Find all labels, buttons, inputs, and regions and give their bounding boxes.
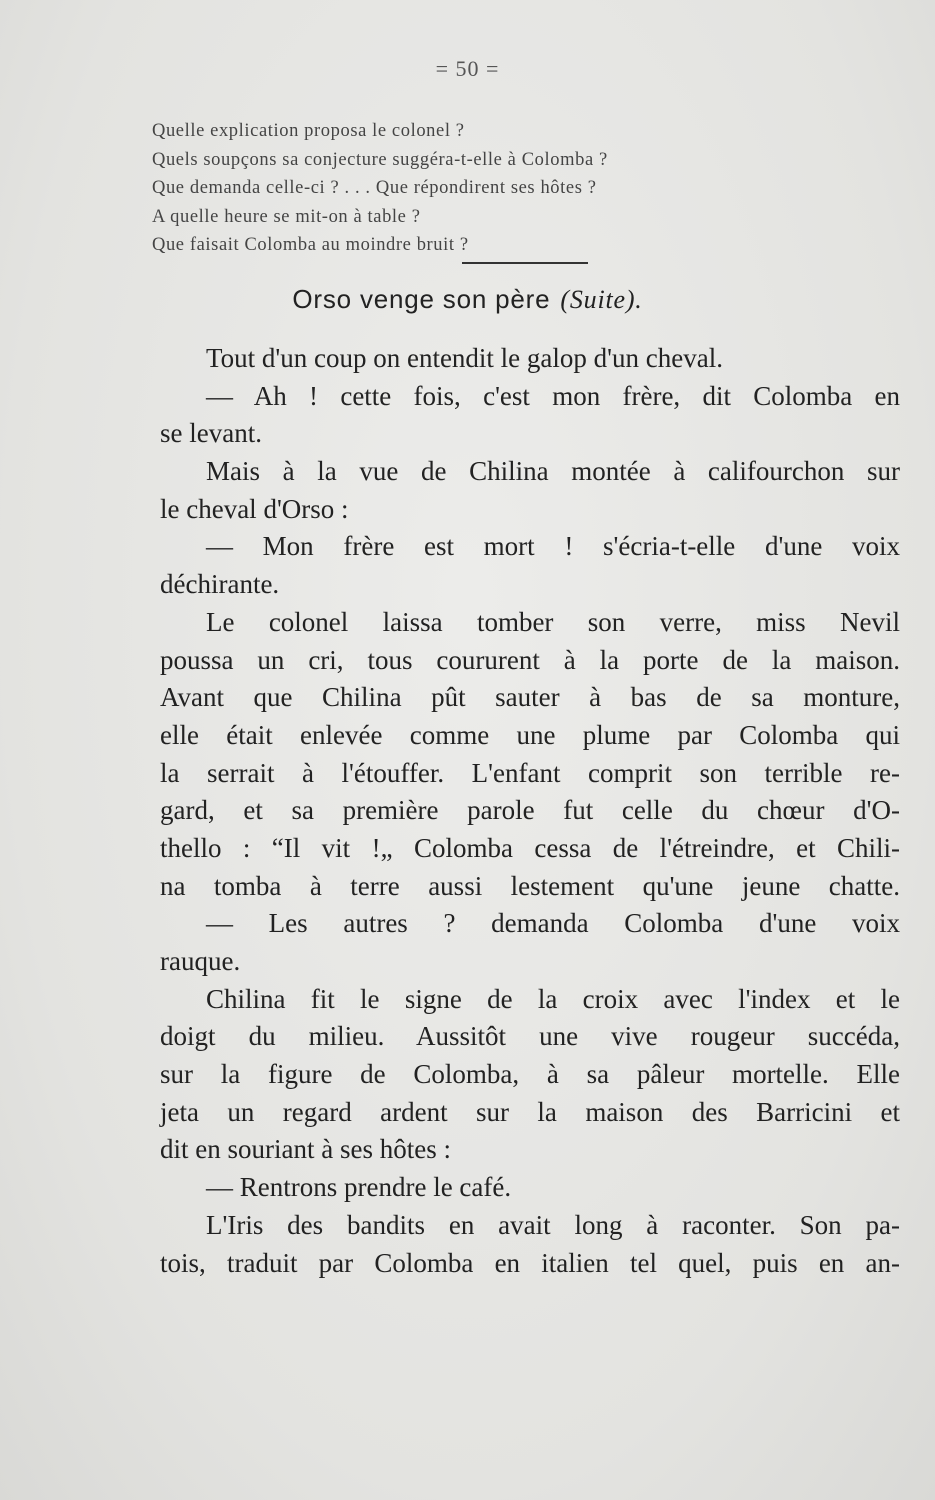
text-line: déchirante. (160, 569, 280, 600)
text-line: Le colonel laissa tomber son verre, miss Nevil (206, 606, 900, 637)
text-line: poussa un cri, tous coururent à la porte de la maison. (160, 644, 900, 675)
question-line: Que faisait Colomba au moindre bruit ? (152, 235, 469, 255)
text-line: elle était enlevée comme une plume par Colomba qui (160, 719, 900, 750)
text-line: thello : “Il vit !„ Colomba cessa de l'étreindre, et Chili- (160, 832, 900, 863)
text-line: le cheval d'Orso : (160, 493, 349, 524)
text-line: Avant que Chilina pût sauter à bas de sa monture, (160, 682, 900, 713)
section-title: Orso venge son père (292, 284, 551, 314)
text-line: — Mon frère est mort ! s'écria-t-elle d'une voix (206, 531, 900, 562)
text-line: — Les autres ? demanda Colomba d'une voix (206, 908, 900, 939)
text-line: sur la figure de Colomba, à sa pâleur mortelle. Elle (160, 1059, 900, 1090)
section-suffix: (Suite). (560, 285, 643, 314)
text-line: la serrait à l'étouffer. L'enfant comprit son terrible re- (160, 757, 900, 788)
text-line: — Rentrons prendre le café. (206, 1172, 512, 1203)
page-number: = 50 = (435, 56, 500, 81)
question-line: A quelle heure se mit-on à table ? (152, 206, 421, 227)
text-line: na tomba à terre aussi lestement qu'une jeune chatte. (160, 870, 900, 901)
text-line: rauque. (160, 946, 241, 976)
question-line: Que demanda celle-ci ? . . . Que répondirent ses hôtes ? (152, 178, 597, 198)
body-text (160, 340, 900, 1282)
text-line: Tout d'un coup on entendit le galop d'un cheval. (206, 343, 723, 373)
text-line: L'Iris des bandits en avait long à raconter. Son pa- (206, 1209, 900, 1240)
text-line: Mais à la vue de Chilina montée à califourchon sur (206, 456, 900, 487)
text-line: se levant. (160, 418, 262, 449)
text-line: tois, traduit par Colomba en italien tel quel, puis en an- (160, 1247, 900, 1278)
question-line: Quels soupçons sa conjecture suggéra-t-elle à Colomba ? (152, 149, 608, 170)
section-divider (462, 262, 588, 264)
review-questions (152, 117, 792, 260)
text-line: doigt du milieu. Aussitôt une vive rougeur succéda, (160, 1021, 900, 1052)
text-line: Chilina fit le signe de la croix avec l'index et le (206, 983, 900, 1014)
text-line: dit en souriant à ses hôtes : (160, 1134, 451, 1165)
section-heading (0, 284, 935, 315)
question-line: Quelle explication proposa le colonel ? (152, 121, 465, 141)
text-line: jeta un regard ardent sur la maison des Barricini et (160, 1096, 900, 1127)
text-line: — Ah ! cette fois, c'est mon frère, dit Colomba en (206, 380, 900, 411)
text-line: gard, et sa première parole fut celle du chœur d'O- (160, 795, 900, 826)
